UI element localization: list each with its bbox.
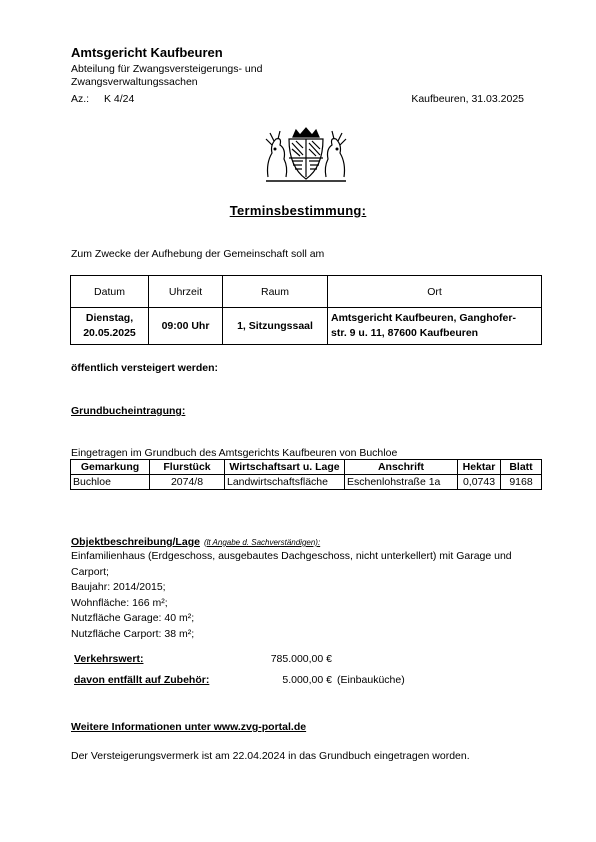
termin-date xyxy=(71,308,149,345)
objekt-line: Carport; xyxy=(71,565,109,578)
grundbuch-header-row xyxy=(71,460,542,475)
objekt-heading-note: (lt Angabe d. Sachverständigen): xyxy=(203,538,321,547)
gb-wirtschaftsart: Landwirtschaftsfläche xyxy=(225,475,345,490)
objekt-description xyxy=(71,549,536,642)
gb-flurstueck: 2074/8 xyxy=(150,475,225,490)
gb-blatt: 9168 xyxy=(501,475,542,490)
gb-header-wirtschaftsart: Wirtschaftsart u. Lage xyxy=(225,460,345,475)
objekt-line: Wohnfläche: 166 m²; xyxy=(71,596,168,609)
department-line-2: Zwangsverwaltungssachen xyxy=(71,76,198,88)
verkehrswert-value: 785.000,00 € xyxy=(270,653,332,665)
grundbuch-heading: Grundbucheintragung: xyxy=(71,405,186,417)
department-line-1: Abteilung für Zwangsversteigerungs- und xyxy=(71,63,263,75)
objekt-heading xyxy=(71,536,320,548)
verkehrswert-label: Verkehrswert: xyxy=(74,653,144,665)
gb-header-anschrift: Anschrift xyxy=(345,460,458,475)
termin-date-line-1: Dienstag, xyxy=(85,312,134,324)
termin-header-room: Raum xyxy=(223,276,328,308)
termin-header-row xyxy=(71,276,542,308)
gb-header-flurstueck: Flurstück xyxy=(150,460,225,475)
gb-header-gemarkung: Gemarkung xyxy=(71,460,150,475)
termin-header-place: Ort xyxy=(328,276,542,308)
zubehoer-label: davon entfällt auf Zubehör: xyxy=(74,674,210,686)
zubehoer-value: 5.000,00 € xyxy=(282,674,332,686)
zubehoer-note: (Einbauküche) xyxy=(337,674,405,686)
objekt-heading-label: Objektbeschreibung/Lage xyxy=(71,536,200,548)
termin-header-time: Uhrzeit xyxy=(149,276,223,308)
grundbuch-table xyxy=(70,459,542,490)
termin-header-date: Datum xyxy=(71,276,149,308)
table-row xyxy=(71,475,542,490)
objekt-line: Einfamilienhaus (Erdgeschoss, ausgebautes Dachgeschoss, nicht unterkellert) mit Garage und xyxy=(71,550,512,562)
gb-header-blatt: Blatt xyxy=(501,460,542,475)
more-info-link[interactable]: Weitere Informationen unter www.zvg-portal.de xyxy=(71,721,307,733)
gb-hektar: 0,0743 xyxy=(458,475,501,490)
objekt-line: Nutzfläche Garage: 40 m²; xyxy=(71,612,195,624)
objekt-line: Nutzfläche Carport: 38 m²; xyxy=(71,627,195,640)
document-title: Terminsbestimmung: xyxy=(229,203,367,218)
termin-date-line-2: 20.05.2025 xyxy=(83,327,136,339)
gb-anschrift: Eschenlohstraße 1a xyxy=(345,475,458,490)
vermerk-text: Der Versteigerungsvermerk ist am 22.04.2024 in das Grundbuch eingetragen worden. xyxy=(71,750,470,762)
az-label: Az.: xyxy=(71,93,90,105)
termin-place xyxy=(328,308,542,345)
termin-room: 1, Sitzungssaal xyxy=(223,308,328,345)
bavarian-coat-of-arms-icon xyxy=(262,127,350,183)
termin-place-line-1: Amtsgericht Kaufbeuren, Ganghofer- xyxy=(331,312,516,324)
grundbuch-intro: Eingetragen im Grundbuch des Amtsgerichts Kaufbeuren von Buchloe xyxy=(71,447,398,459)
gb-header-hektar: Hektar xyxy=(458,460,501,475)
termin-place-line-2: str. 9 u. 11, 87600 Kaufbeuren xyxy=(331,327,479,339)
objekt-line: Baujahr: 2014/2015; xyxy=(71,581,166,593)
termin-table xyxy=(70,275,542,345)
place-date: Kaufbeuren, 31.03.2025 xyxy=(411,93,524,105)
intro-text: Zum Zwecke der Aufhebung der Gemeinschaft soll am xyxy=(71,248,325,260)
termin-value-row xyxy=(71,308,542,345)
termin-time: 09:00 Uhr xyxy=(149,308,223,345)
auction-text: öffentlich versteigert werden: xyxy=(71,362,219,374)
az-value: K 4/24 xyxy=(104,93,135,105)
gb-gemarkung: Buchloe xyxy=(71,475,150,490)
court-name: Amtsgericht Kaufbeuren xyxy=(71,45,223,60)
department xyxy=(71,63,331,89)
